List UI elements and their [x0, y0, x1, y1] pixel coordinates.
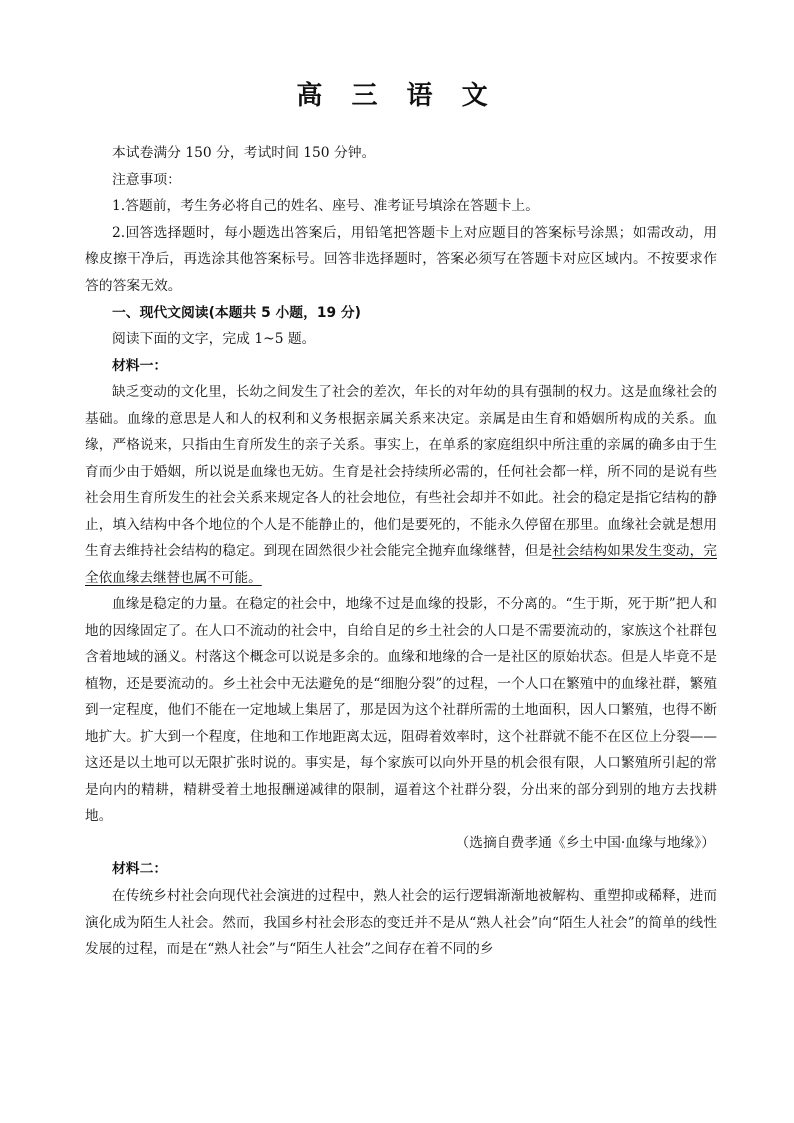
- notice-heading: 注意事项：: [112, 171, 181, 188]
- material-2-heading: 材料二：: [112, 861, 168, 878]
- material-1-paragraph-1-text: 缺乏变动的文化里，长幼之间发生了社会的差次，年长的对年幼的具有强制的权力。这是血缘社会的基础。血缘的意思是人和人的权利和义务根据亲属关系来决定。亲属是由生育和婚姻所构成的关系。血缘，严格说来，只指由生育所发生的亲子关系。事实上，在单系的家庭组织中所注重的亲属的确多由于生育而少由于婚姻，所以说是血缘也无妨。生育是社会持续所必需的，任何社会都一样，所不同的是说有些社会用生育所发生的社会关系来规定各人的社会地位，有些社会却并不如此。社会的稳定是指它结构的静止，填入结构中各个地位的个人是不能静止的，他们是要死的，不能永久停留在那里。血缘社会就是想用生育去维持社会结构的稳定。到现在固然很少社会能完全抛弃血缘继替，但是: [85, 384, 717, 560]
- material-1-paragraph-1: [85, 379, 717, 591]
- underlined-sentence: 社会结构如果发生变动，完全依血缘去继替也属不可能。: [85, 543, 718, 586]
- material-1-paragraph-2: 血缘是稳定的力量。在稳定的社会中，地缘不过是血缘的投影，不分离的。“生于斯，死于斯”把人和地的因缘固定了。在人口不流动的社会中，自给自足的乡土社会的人口是不需要流动的，家族这个社群包含着地域的涵义。村落这个概念可以说是多余的。血缘和地缘的合一是社区的原始状态。但是人毕竟不是植物，还是要流动的。乡土社会中无法避免的是“细胞分裂”的过程，一个人口在繁殖中的血缘社群，繁殖到一定程度，他们不能在一定地域上集居了，那是因为这个社群所需的土地面积，因人口繁殖，也得不断地扩大。扩大到一个程度，住地和工作地距离太远，阻碍着效率时，这个社群就不能不在区位上分裂——这还是以土地可以无限扩张时说的。事实是，每个家族可以向外开垦的机会很有限，人口繁殖所引起的常是向内的精耕，精耕受着土地报酬递减律的限制，逼着这个社群分裂，分出来的部分到别的地方去找耕地。: [85, 596, 717, 825]
- page-title: 高 三 语 文: [296, 81, 498, 111]
- material-1-heading: 材料一：: [112, 357, 168, 374]
- material-1-source: （选摘自费孝通《乡土中国·血缘与地缘》）: [455, 834, 715, 851]
- document-body: [85, 140, 717, 963]
- notice-item-1: 1.答题前，考生务必将自己的姓名、座号、准考证号填涂在答题卡上。: [112, 198, 540, 215]
- reading-instruction: 阅读下面的文字，完成 1~5 题。: [112, 331, 316, 348]
- section-heading: 一、现代文阅读(本题共 5 小题，19 分): [112, 304, 361, 321]
- exam-intro: 本试卷满分 150 分，考试时间 150 分钟。: [112, 145, 376, 161]
- material-2-paragraph-1: 在传统乡村社会向现代社会演进的过程中，熟人社会的运行逻辑渐渐地被解构、重塑抑或稀释，进而演化成为陌生人社会。然而，我国乡村社会形态的变迁并不是从“熟人社会”向“陌生人社会”的简单的线性发展的过程，而是在“熟人社会”与“陌生人社会”之间存在着不同的乡: [85, 888, 717, 958]
- notice-item-2: 2.回答选择题时，每小题选出答案后，用铅笔把答题卡上对应题目的答案标号涂黑；如需改动，用橡皮擦干净后，再选涂其他答案标号。回答非选择题时，答案必须写在答题卡对应区域内。不按要求作答的答案无效。: [85, 224, 717, 294]
